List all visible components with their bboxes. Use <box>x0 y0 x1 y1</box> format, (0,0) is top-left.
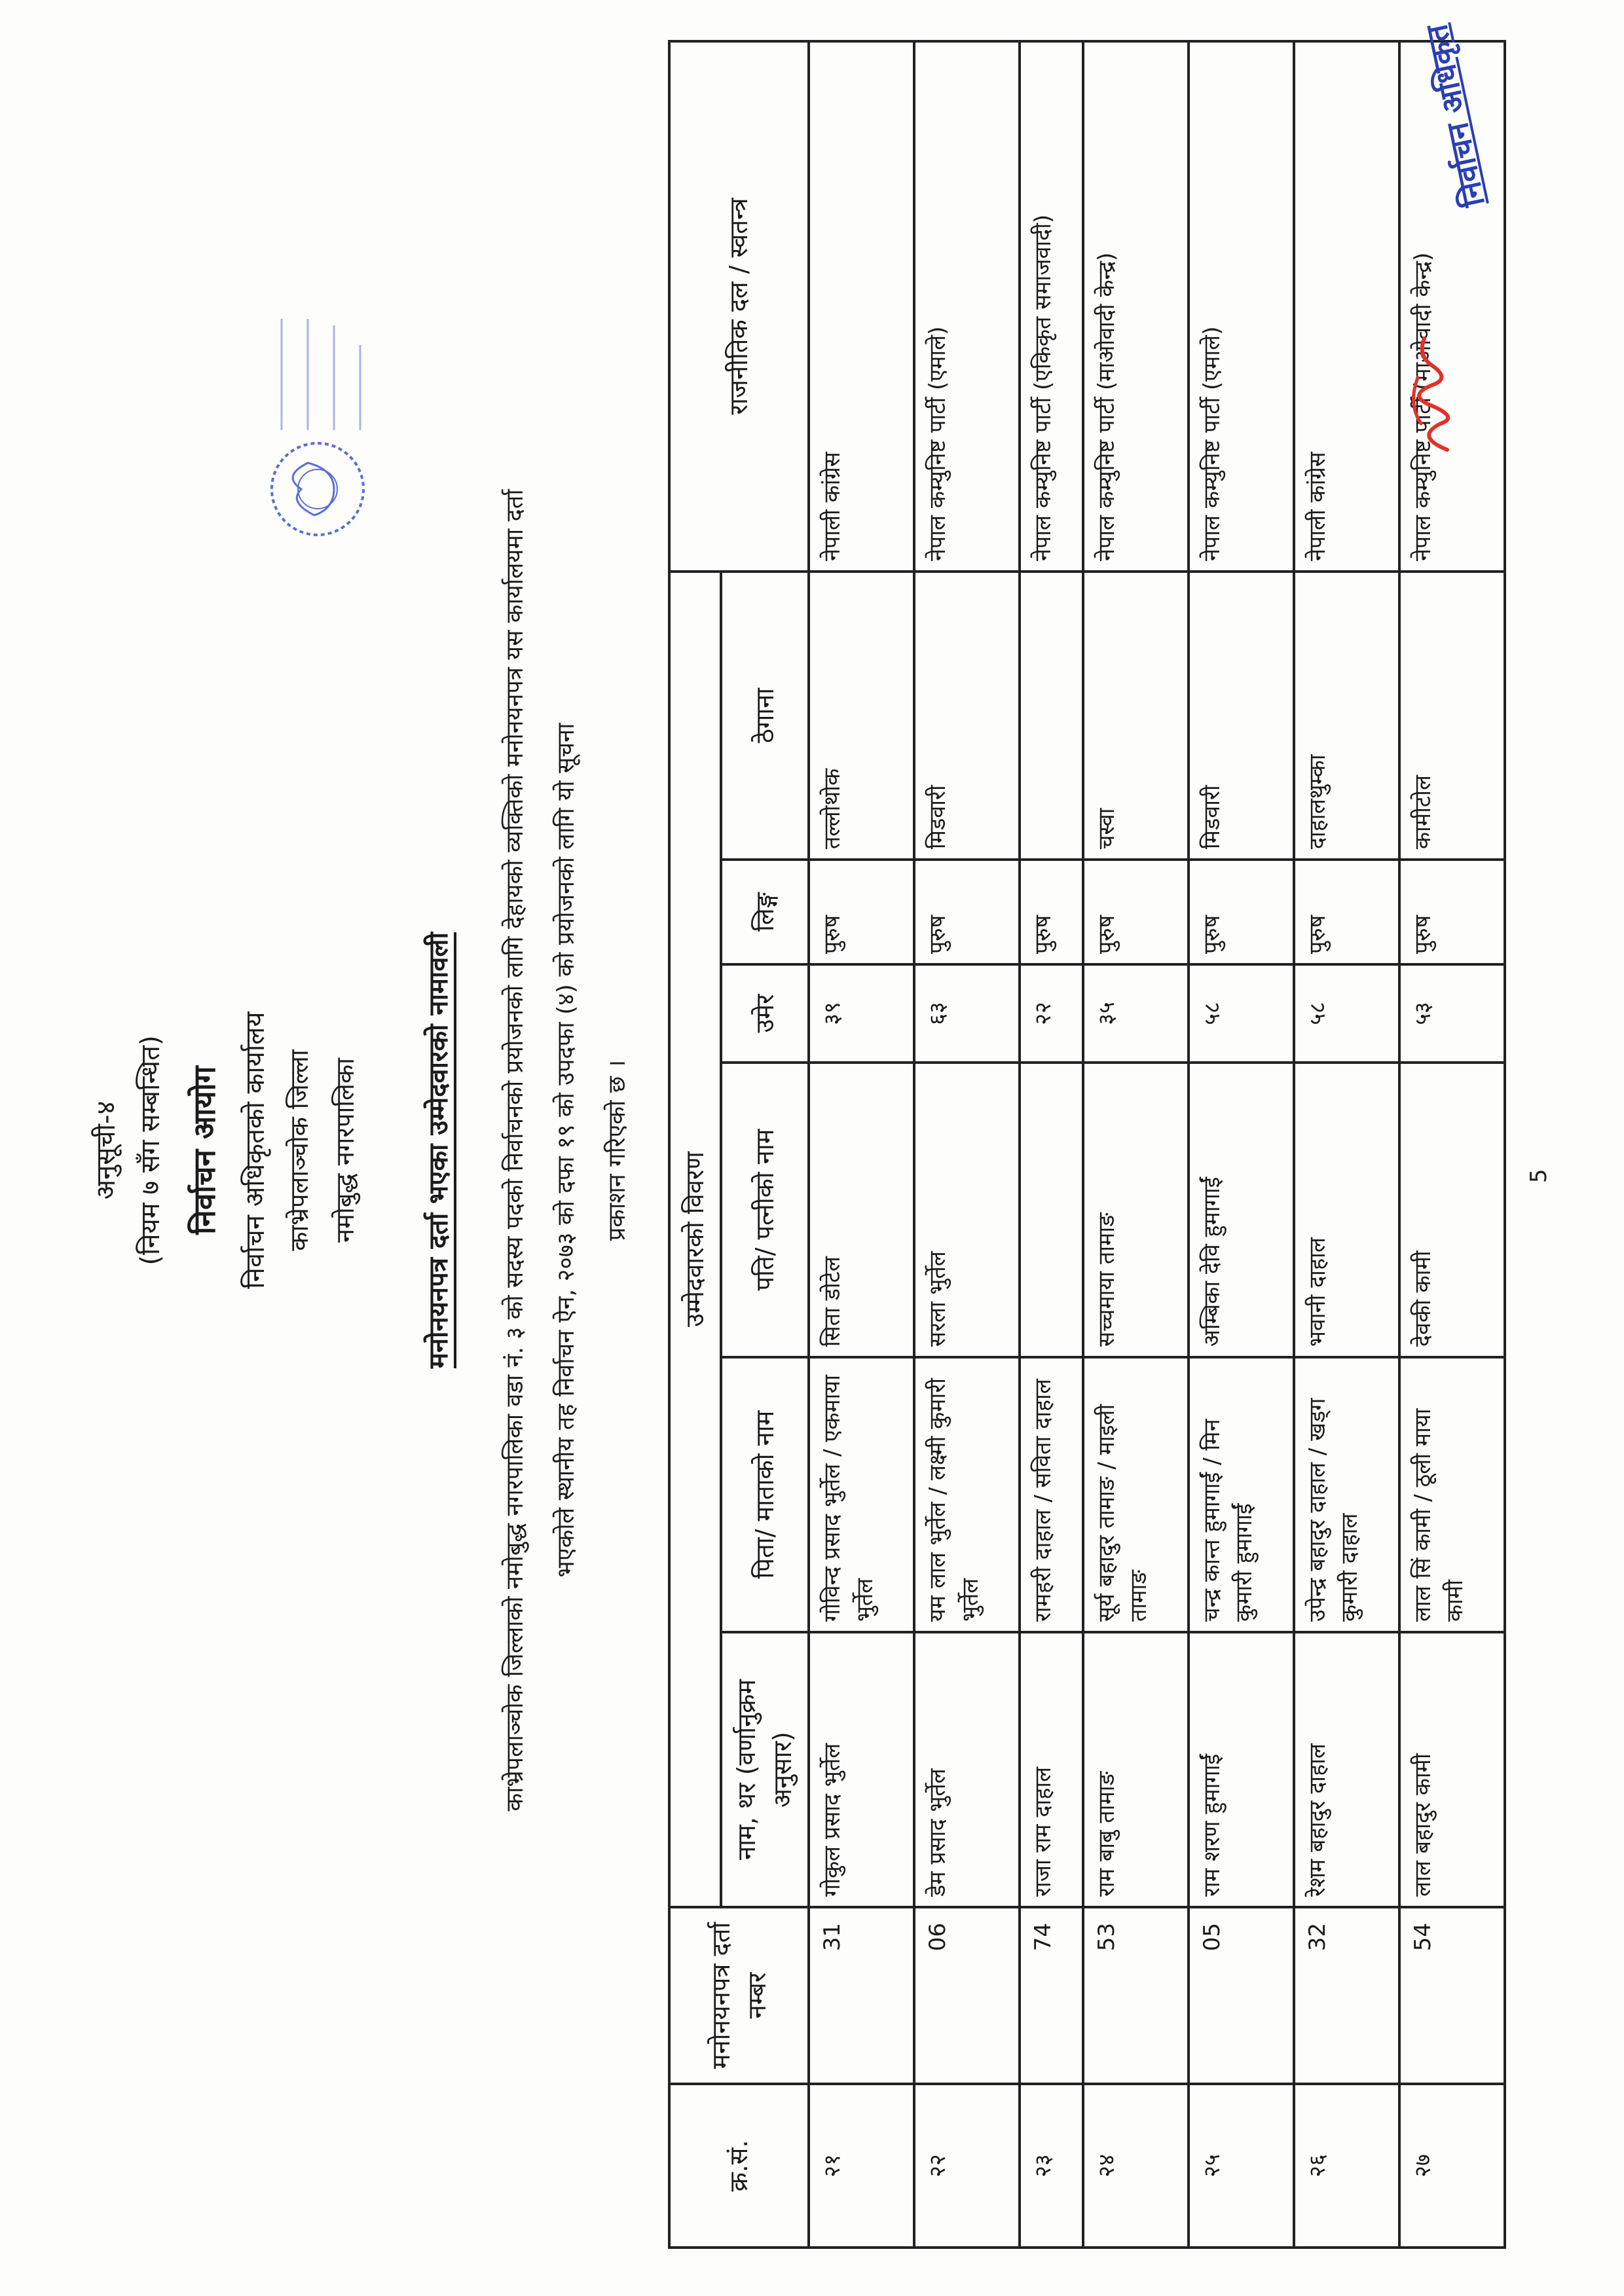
table-row <box>914 41 1020 2248</box>
cell-reg-no: 05 <box>1189 1907 1294 2084</box>
cell-spouse: सिता डोटेल <box>809 1063 914 1357</box>
cell-address: दाहालथुम्का <box>1294 572 1399 860</box>
cell-age: ६३ <box>914 964 1020 1063</box>
cell-reg-no: 31 <box>809 1907 914 2084</box>
header-party: राजनीतिक दल / स्वतन्त्र <box>669 41 809 572</box>
cell-sn: २६ <box>1294 2084 1399 2248</box>
cell-party: नेपाल कम्युनिष्ट पार्टी (एकिकृत समाजवादी) <box>1020 41 1082 572</box>
header-spouse: पति/ पत्नीको नाम <box>721 1063 809 1357</box>
cell-age: ५८ <box>1294 964 1399 1063</box>
cell-name: राजा राम दाहाल <box>1020 1632 1082 1907</box>
document-title: मनोनयनपत्र दर्ता भएका उम्मेदवारको नामावली <box>424 932 454 1368</box>
cell-parents: लाल सिं कामी / ठूली माया कामी <box>1399 1357 1505 1632</box>
cell-address: तल्लोथोक <box>809 572 914 860</box>
cell-spouse: देवकी कामी <box>1399 1063 1505 1357</box>
rule-reference: (नियम ७ सँग सम्बन्धित) <box>136 1035 166 1266</box>
cell-spouse: अम्बिका देवि हुमागाईं <box>1189 1063 1294 1357</box>
cell-age: ३५ <box>1083 964 1189 1063</box>
cell-sn: २५ <box>1189 2084 1294 2248</box>
cell-name: गोकुल प्रसाद भुर्तेल <box>809 1632 914 1907</box>
header-parents: पिता/ माताको नाम <box>721 1357 809 1632</box>
signature-mark <box>1395 319 1473 463</box>
cell-parents: गोविन्द प्रसाद भुर्तेल / एकमाया भुर्तेल <box>809 1357 914 1632</box>
table-row <box>1294 41 1399 2248</box>
cell-party: नेपाल कम्युनिष्ट पार्टी (माओवादी केन्द्र) <box>1399 41 1505 572</box>
officer-stamp <box>1395 0 1526 253</box>
cell-name: रेशम बहादुर दाहाल <box>1294 1632 1399 1907</box>
cell-spouse: सरला भुर्तेल <box>914 1063 1020 1357</box>
table-row <box>1083 41 1189 2248</box>
cell-party: नेपाली कांग्रेस <box>809 41 914 572</box>
cell-sn: २४ <box>1083 2084 1189 2248</box>
cell-address: चस्वा <box>1083 572 1189 860</box>
cell-parents: उपेन्द्र बहादुर दाहाल / खड्ग कुमारी दाहाल <box>1294 1357 1399 1632</box>
cell-party: नेपाली कांग्रेस <box>1294 41 1399 572</box>
table-row <box>1189 41 1294 2248</box>
header-gender: लिङ्ग <box>721 860 809 964</box>
cell-age: ५८ <box>1189 964 1294 1063</box>
office-name: निर्वाचन अधिकृतको कार्यालय <box>240 1011 270 1289</box>
cell-spouse: सच्चमाया तामाङ <box>1083 1063 1189 1357</box>
cell-address <box>1020 572 1082 860</box>
cell-address: मिडवारी <box>914 572 1020 860</box>
cell-parents: चन्द्र कान्त हुमागाईं / मिन कुमारी हुमागाईं <box>1189 1357 1294 1632</box>
cell-parents: यम लाल भुर्तेल / लक्ष्मी कुमारी भुर्तेल <box>914 1357 1020 1632</box>
cell-parents: रामहरी दाहाल / सविता दाहाल <box>1020 1357 1082 1632</box>
header-reg-no: मनोनयनपत्र दर्ता नम्बर <box>669 1907 809 2084</box>
cell-sn: २७ <box>1399 2084 1505 2248</box>
candidate-table <box>668 40 1506 2249</box>
cell-name: राम शरण हुमागाईं <box>1189 1632 1294 1907</box>
page-number: 5 <box>1526 1169 1552 1183</box>
cell-reg-no: 06 <box>914 1907 1020 2084</box>
cell-gender: पुरुष <box>1399 860 1505 964</box>
cell-reg-no: 32 <box>1294 1907 1399 2084</box>
cell-reg-no: 53 <box>1083 1907 1189 2084</box>
cell-address: कामीटोल <box>1399 572 1505 860</box>
cell-party: नेपाल कम्युनिष्ट पार्टी (एमाले) <box>914 41 1020 572</box>
cell-spouse: भवानी दाहाल <box>1294 1063 1399 1357</box>
cell-sn: २२ <box>914 2084 1020 2248</box>
cell-name: डेम प्रसाद भुर्तेल <box>914 1632 1020 1907</box>
cell-party: नेपाल कम्युनिष्ट पार्टी (एमाले) <box>1189 41 1294 572</box>
header-name: नाम, थर (वर्णानुक्रम अनुसार) <box>721 1632 809 1907</box>
commission-name: निर्वाचन आयोग <box>187 1066 222 1235</box>
cell-reg-no: 54 <box>1399 1907 1505 2084</box>
cell-party: नेपाल कम्युनिष्ट पार्टी (माओवादी केन्द्र) <box>1083 41 1189 572</box>
cell-spouse <box>1020 1063 1082 1357</box>
cell-name: राम बाबु तामाङ <box>1083 1632 1189 1907</box>
cell-age: २२ <box>1020 964 1082 1063</box>
header-details-group: उम्मेदवारको विवरण <box>669 572 721 1907</box>
intro-line-3: प्रकाशन गरिएको छ । <box>604 1059 631 1241</box>
cell-sn: २३ <box>1020 2084 1082 2248</box>
header-address: ठेगाना <box>721 572 809 860</box>
cell-age: ५३ <box>1399 964 1505 1063</box>
cell-reg-no: 74 <box>1020 1907 1082 2084</box>
cell-parents: सूर्य बहादुर तामाङ / माइली तामाङ <box>1083 1357 1189 1632</box>
intro-line-1: काभ्रेपलाञ्चोक जिल्लाको नमोबुद्ध नगरपालिका वडा नं. ३ को सदस्य पदको निर्वाचनको प्रयोजनको लागि देहायको व्यक्तिको मनोनयनपत्र यस कार्यालयमा दर्ता <box>502 489 528 1812</box>
municipality-name: नमोबुद्ध नगरपालिका <box>331 1058 360 1243</box>
header-sn: क्र.सं. <box>669 2084 809 2248</box>
cell-gender: पुरुष <box>1189 860 1294 964</box>
cell-gender: पुरुष <box>1083 860 1189 964</box>
office-seal <box>236 306 399 541</box>
schedule-label: अनुसूची-४ <box>91 1101 121 1200</box>
cell-gender: पुरुष <box>809 860 914 964</box>
header-age: उमेर <box>721 964 809 1063</box>
stamp-text: निर्वाचन अधिकृत <box>1418 21 1492 210</box>
district-name: काभ्रेपलाञ्चोक जिल्ला <box>285 1049 314 1251</box>
table-header-row <box>669 41 721 2248</box>
cell-address: मिडवारी <box>1189 572 1294 860</box>
cell-gender: पुरुष <box>1294 860 1399 964</box>
table-row <box>1020 41 1082 2248</box>
cell-sn: २१ <box>809 2084 914 2248</box>
intro-line-2: भएकोले स्थानीय तह निर्वाचन ऐन, २०७३ को दफा १९ को उपदफा (४) को प्रयोजनको लागि यो सूचना <box>553 723 580 1578</box>
cell-gender: पुरुष <box>1020 860 1082 964</box>
cell-gender: पुरुष <box>914 860 1020 964</box>
table-row <box>809 41 914 2248</box>
cell-age: ३९ <box>809 964 914 1063</box>
cell-name: लाल बहादुर कामी <box>1399 1632 1505 1907</box>
